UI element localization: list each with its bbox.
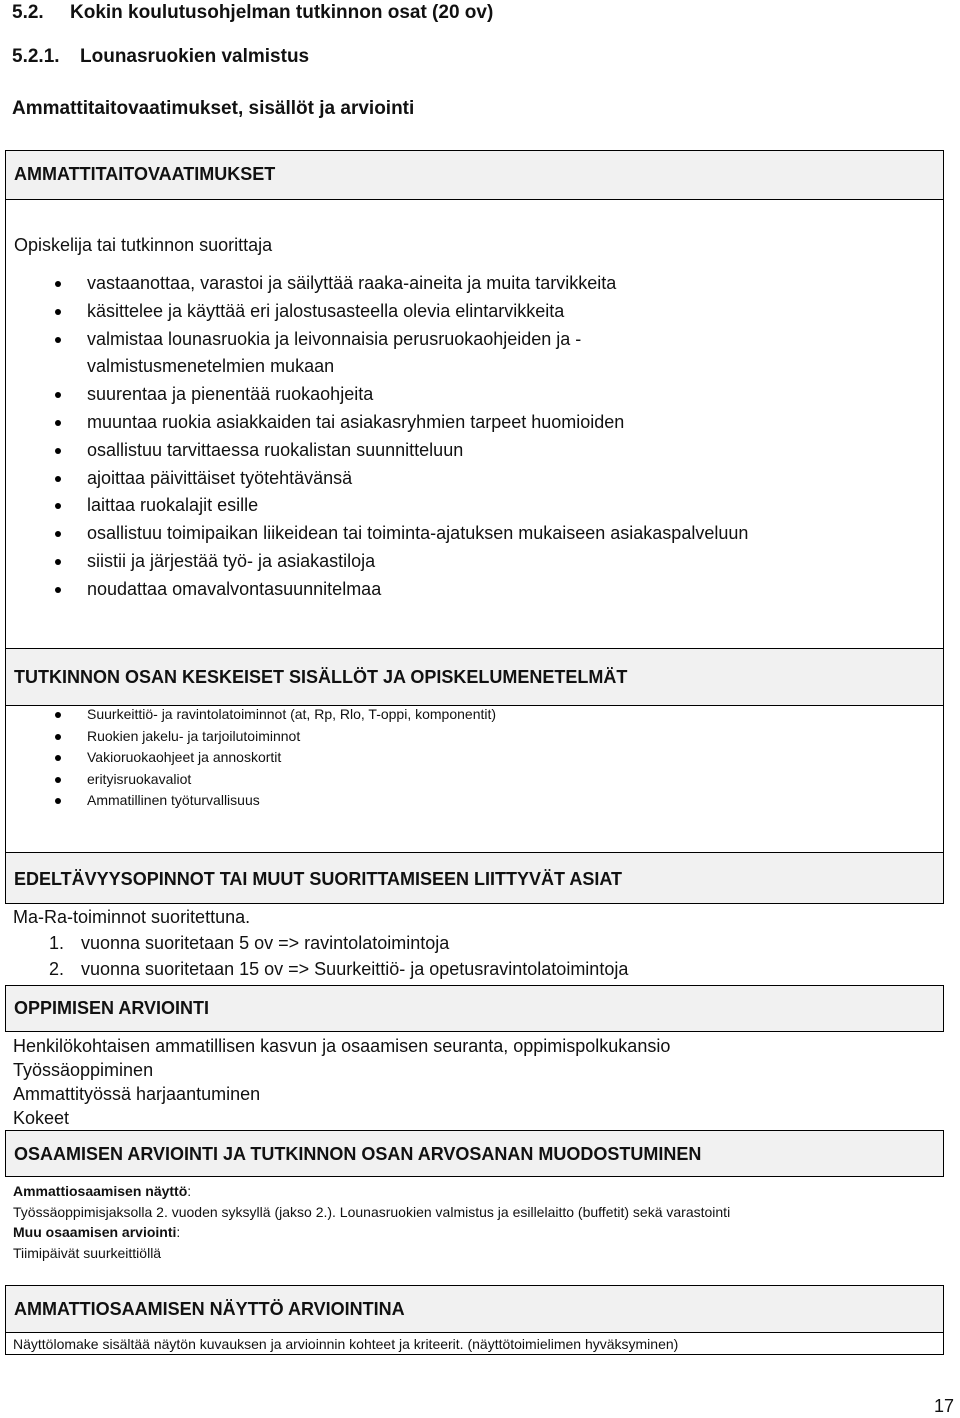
page-number: 17: [933, 1396, 954, 1416]
contents-body-box: [5, 705, 944, 853]
requirements-title-box: [5, 150, 944, 200]
requirements-body-box: [5, 199, 944, 649]
list-item: Vakioruokaohjeet ja annoskortit: [11, 747, 941, 769]
list-item: ajoittaa päivittäiset työtehtävänsä: [11, 465, 941, 493]
requirements-list: [11, 270, 941, 604]
assessment-line: Ammattityössä harjaantuminen: [13, 1084, 261, 1104]
list-item: siistii ja järjestää työ- ja asiakastiloja: [11, 548, 941, 576]
grading-body: [13, 1181, 943, 1263]
list-item: noudattaa omavalvontasuunnitelmaa: [11, 576, 941, 604]
subsection-heading: [12, 46, 309, 68]
grading-title-box: [5, 1130, 944, 1177]
section-number: 5.2.: [12, 2, 44, 23]
list-item: muuntaa ruokia asiakkaiden tai asiakasryhmien tarpeet huomioiden: [11, 409, 941, 437]
list-item: laittaa ruokalajit esille: [11, 492, 941, 520]
assessment-line: Kokeet: [13, 1108, 70, 1128]
demo-title-box: [5, 1285, 944, 1333]
other-label-line: Muu osaamisen arviointi:: [13, 1224, 181, 1240]
list-item: vastaanottaa, varastoi ja säilyttää raaka-aineita ja muita tarvikkeita: [11, 270, 941, 298]
demo-title: AMMATTIOSAAMISEN NÄYTTÖ ARVIOINTINA: [14, 1299, 405, 1319]
prereq-intro: Ma-Ra-toiminnot suoritettuna.: [13, 907, 251, 927]
subsection-title: Lounasruokien valmistus: [80, 46, 310, 67]
assessment-line: Työssäoppiminen: [13, 1060, 154, 1080]
subsection-number: 5.2.1.: [12, 46, 60, 67]
assessment-title-box: [5, 985, 944, 1032]
list-item: valmistaa lounasruokia ja leivonnaisia perusruokaohjeiden ja - valmistusmenetelmien mukaan: [11, 326, 941, 382]
demo-body-box: [5, 1332, 944, 1355]
grading-title: OSAAMISEN ARVIOINTI JA TUTKINNON OSAN ARVOSANAN MUODOSTUMINEN: [14, 1144, 702, 1164]
list-item: Ammatillinen työturvallisuus: [11, 790, 941, 812]
list-item-continuation: valmistusmenetelmien mukaan: [87, 356, 335, 377]
demo-label-line: Ammattiosaamisen näyttö:: [13, 1183, 192, 1199]
other-text: Tiimipäivät suurkeittiöllä: [13, 1244, 162, 1261]
contents-list: [11, 704, 941, 812]
requirements-intro: Opiskelija tai tutkinnon suorittaja: [14, 235, 273, 255]
section-heading: [12, 2, 493, 24]
section-title: Kokin koulutusohjelman tutkinnon osat (20 ov): [70, 2, 494, 23]
other-label: Muu osaamisen arviointi: [13, 1224, 177, 1240]
prereq-list: [13, 930, 628, 982]
assessment-line: Henkilökohtaisen ammatillisen kasvun ja osaamisen seuranta, oppimispolkukansio: [13, 1036, 671, 1056]
list-item: 2. vuonna suoritetaan 15 ov => Suurkeittiö- ja opetusravintolatoimintoja: [49, 959, 629, 979]
list-item: Suurkeittiö- ja ravintolatoiminnot (at, Rp, Rlo, T-oppi, komponentit): [11, 704, 941, 726]
list-item: osallistuu tarvittaessa ruokalistan suunnitteluun: [11, 437, 941, 465]
prereq-title: EDELTÄVYYSOPINNOT TAI MUUT SUORITTAMISEEN LIITTYVÄT ASIAT: [14, 869, 623, 889]
list-item: Ruokien jakelu- ja tarjoilutoiminnot: [11, 726, 941, 748]
list-item: 1. vuonna suoritetaan 5 ov => ravintolatoimintoja: [49, 933, 450, 953]
list-item: käsittelee ja käyttää eri jalostusasteella olevia elintarvikkeita: [11, 298, 941, 326]
requirements-title: AMMATTITAITOVAATIMUKSET: [14, 164, 276, 184]
contents-title-box: [5, 648, 944, 706]
demo-label: Ammattiosaamisen näyttö: [13, 1183, 188, 1199]
assessment-title: OPPIMISEN ARVIOINTI: [14, 998, 210, 1018]
list-item: suurentaa ja pienentää ruokaohjeita: [11, 381, 941, 409]
list-item: osallistuu toimipaikan liikeidean tai toiminta-ajatuksen mukaiseen asiakaspalveluun: [11, 520, 941, 548]
prereq-title-box: [5, 852, 944, 904]
page-heading: Ammattitaitovaatimukset, sisällöt ja arviointi: [12, 98, 415, 119]
assessment-lines: [13, 1034, 670, 1130]
demo-body-text: Näyttölomake sisältää näytön kuvauksen ja arvioinnin kohteet ja kriteerit. (näyttötoimielimen hyväksyminen): [13, 1336, 679, 1352]
contents-title: TUTKINNON OSAN KESKEISET SISÄLLÖT JA OPISKELUMENETELMÄT: [14, 667, 628, 687]
demo-text: Työssäoppimisjaksolla 2. vuoden syksyllä (jakso 2.). Lounasruokien valmistus ja esillelaitto (buffetit) sekä varastointi: [13, 1203, 731, 1220]
list-item: erityisruokavaliot: [11, 769, 941, 791]
